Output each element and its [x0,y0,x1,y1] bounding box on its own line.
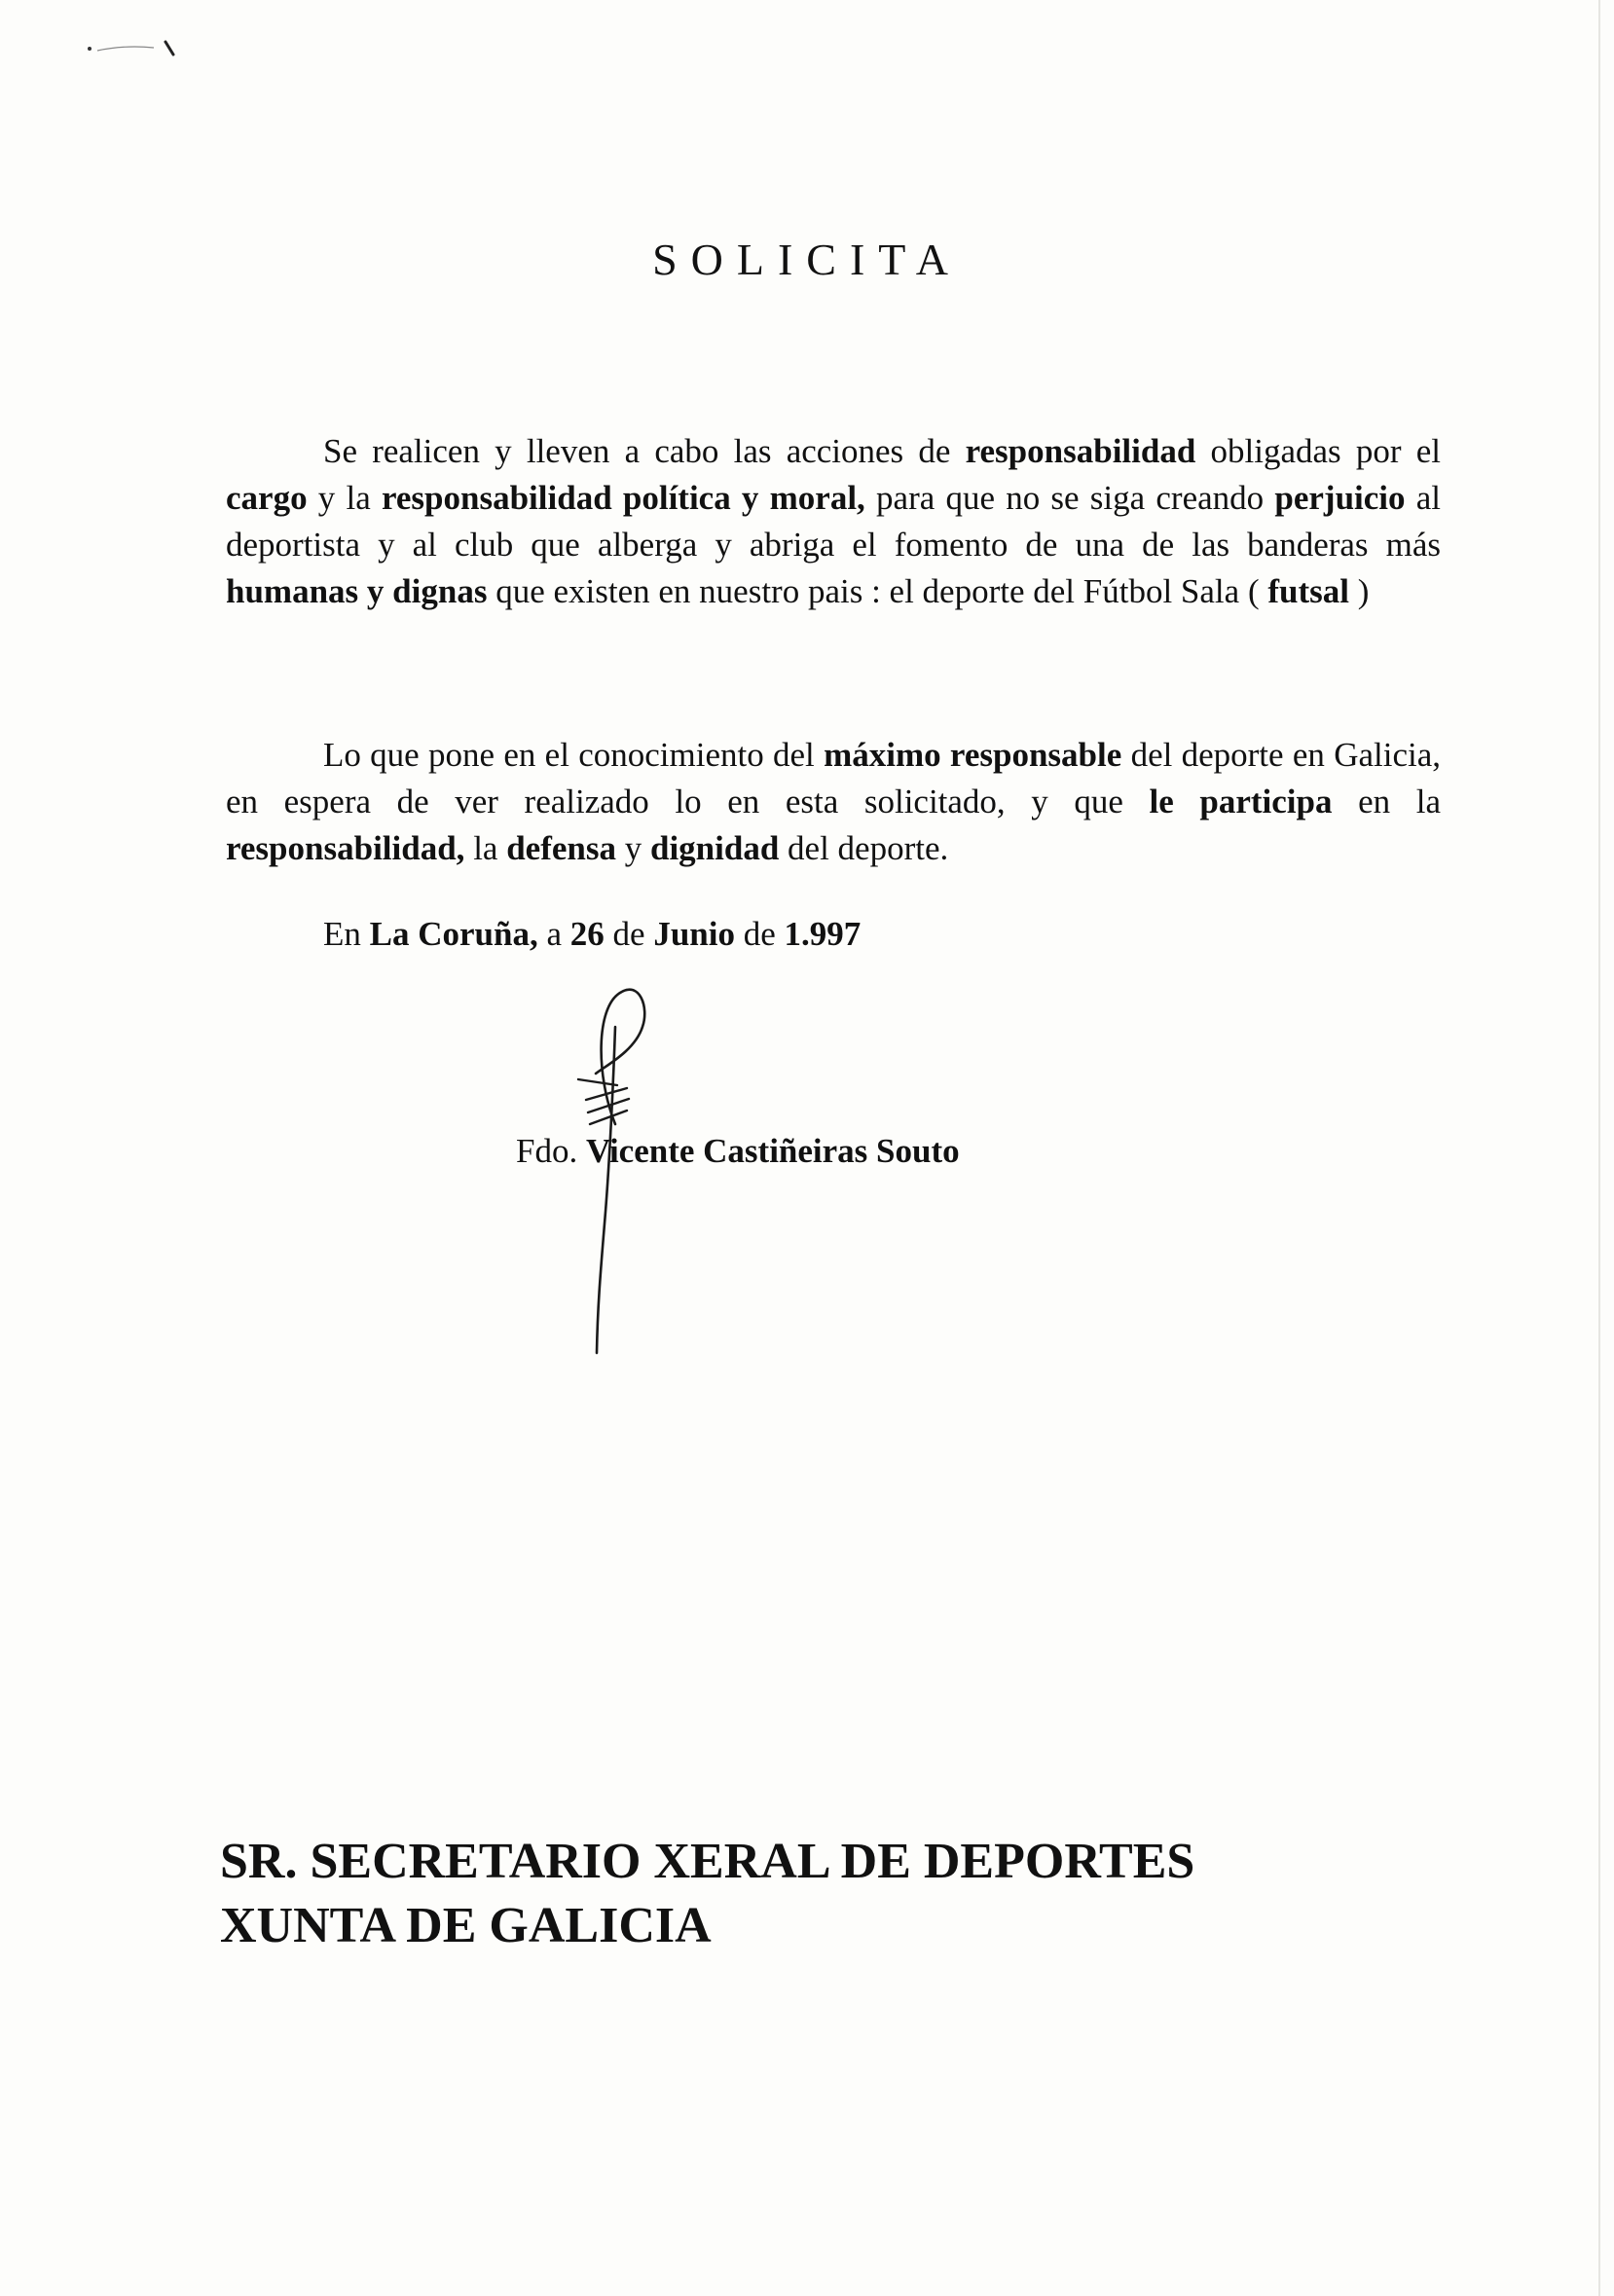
text-segment: la [464,829,507,867]
recipient-block [220,1830,1194,1958]
text-segment: ) [1348,572,1370,610]
recipient-line-2: XUNTA DE GALICIA [220,1898,712,1953]
bold-segment: dignidad [649,829,780,867]
scan-speck-mark [86,39,178,58]
city: La Coruña, [369,915,538,953]
handwritten-signature [557,968,693,1358]
place-date-line [226,911,1441,958]
text-segment: en la [1332,783,1441,820]
recipient-line-1: SR. SECRETARIO XERAL DE DEPORTES [220,1834,1195,1889]
bold-segment: cargo [226,479,308,517]
bold-segment: defensa [506,829,616,867]
text-segment: del deporte en Galicia, en espera de ver realizado lo en esta solicitado, y que [226,736,1441,820]
text-segment: que existen en nuestro pais : el deporte del Fútbol Sala ( [487,572,1268,610]
text-segment: para que no se siga creando [864,479,1275,517]
signature-block [487,959,1032,1367]
text-segment: Se realicen y lleven a cabo las acciones de [323,432,966,470]
text-segment: obligadas por el [1195,432,1441,470]
page-edge [1598,0,1600,2296]
bold-segment: responsabilidad política y moral, [381,479,865,517]
signed-prefix: Fdo. [516,1132,586,1170]
bold-segment: futsal [1267,572,1349,610]
date-year: 1.997 [784,915,862,953]
date-month: Junio [653,915,735,953]
text-segment: de [604,915,654,953]
bold-segment: perjuicio [1274,479,1406,517]
document-title: SOLICITA [652,235,962,284]
date-day: 26 [569,915,605,953]
text-segment: del deporte. [779,829,949,867]
text-segment: a [537,915,570,953]
bold-segment: responsabilidad [965,432,1196,470]
bold-segment: responsabilidad, [226,829,465,867]
paragraph-request [226,428,1441,615]
paragraph-notice [226,732,1441,872]
text-segment: al deportista y al club que alberga y abriga el fomento de una de las banderas más [226,479,1441,564]
text-segment: y [615,829,650,867]
text-segment: y la [307,479,382,517]
text-segment: En [323,915,370,953]
bold-segment: le participa [1149,783,1333,820]
bold-segment: humanas y dignas [226,572,488,610]
signer-name: Vicente Castiñeiras Souto [585,1132,960,1170]
text-segment: de [734,915,785,953]
text-segment: Lo que pone en el conocimiento del [323,736,825,774]
bold-segment: máximo responsable [824,736,1122,774]
